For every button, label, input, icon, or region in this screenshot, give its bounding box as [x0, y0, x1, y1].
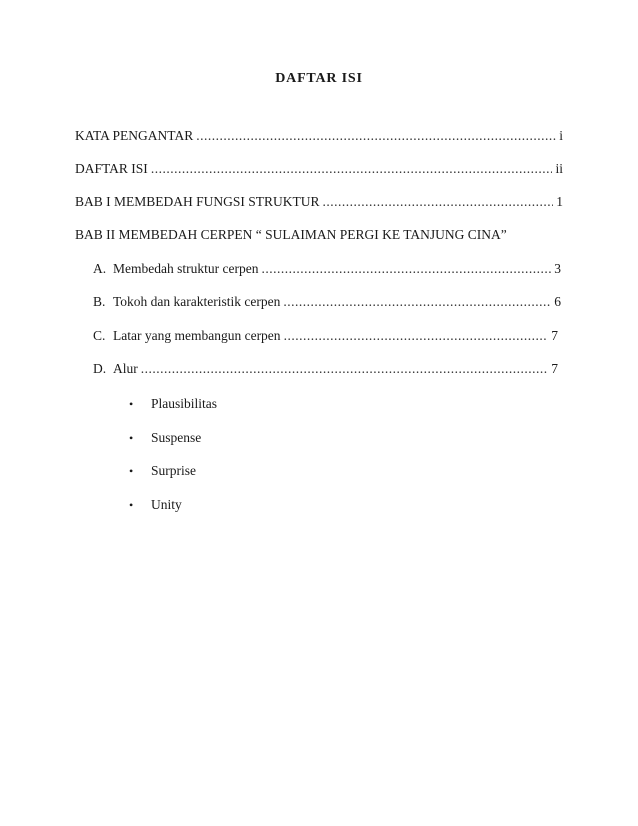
section-letter: A. [93, 261, 107, 276]
bullet-icon: • [129, 397, 134, 411]
section-label: Alur [113, 361, 138, 376]
bullet-icon: • [129, 431, 134, 445]
alur-item [129, 495, 182, 515]
toc-leader-dots [141, 359, 549, 379]
alur-item [129, 428, 201, 448]
toc-leader-dots [283, 292, 551, 312]
toc-entry-daftar-isi [75, 159, 563, 179]
toc-leader-dots [196, 126, 556, 146]
toc-leader-dots [151, 159, 553, 179]
section-page-number: 7 [551, 361, 558, 376]
section-page-number: 3 [554, 261, 561, 276]
toc-label: BAB II MEMBEDAH CERPEN “ SULAIMAN PERGI KE TANJUNG CINA” [75, 227, 507, 242]
section-label: Tokoh dan karakteristik cerpen [113, 294, 281, 309]
section-label: Latar yang membangun cerpen [113, 328, 281, 343]
bullet-icon: • [129, 464, 134, 478]
alur-item-label: Suspense [151, 430, 202, 445]
toc-label: BAB I MEMBEDAH FUNGSI STRUKTUR [75, 194, 320, 209]
toc-section-a [93, 259, 561, 279]
bullet-icon: • [129, 498, 134, 512]
toc-entry-bab-2 [75, 225, 575, 245]
toc-leader-dots [323, 192, 554, 212]
alur-item-label: Surprise [151, 463, 196, 478]
alur-item-label: Unity [151, 497, 182, 512]
section-label: Membedah struktur cerpen [113, 261, 259, 276]
toc-label: KATA PENGANTAR [75, 128, 194, 143]
page-title: DAFTAR ISI [275, 71, 363, 86]
alur-item [129, 394, 217, 414]
toc-page-number: ii [555, 161, 563, 176]
toc-page-number: 1 [556, 194, 563, 209]
section-page-number: 7 [551, 328, 558, 343]
toc-section-c [93, 326, 558, 346]
toc-entry-bab-1 [75, 192, 563, 212]
toc-leader-dots [284, 326, 549, 346]
toc-leader-dots [261, 259, 551, 279]
section-letter: C. [93, 328, 106, 343]
section-letter: D. [93, 361, 107, 376]
section-page-number: 6 [554, 294, 561, 309]
alur-item-label: Plausibilitas [151, 396, 218, 411]
alur-item [129, 461, 196, 481]
toc-section-b [93, 292, 561, 312]
toc-page-number: i [559, 128, 563, 143]
section-letter: B. [93, 294, 106, 309]
toc-entry-kata-pengantar [75, 126, 563, 146]
toc-section-d [93, 359, 558, 379]
toc-label: DAFTAR ISI [75, 161, 148, 176]
